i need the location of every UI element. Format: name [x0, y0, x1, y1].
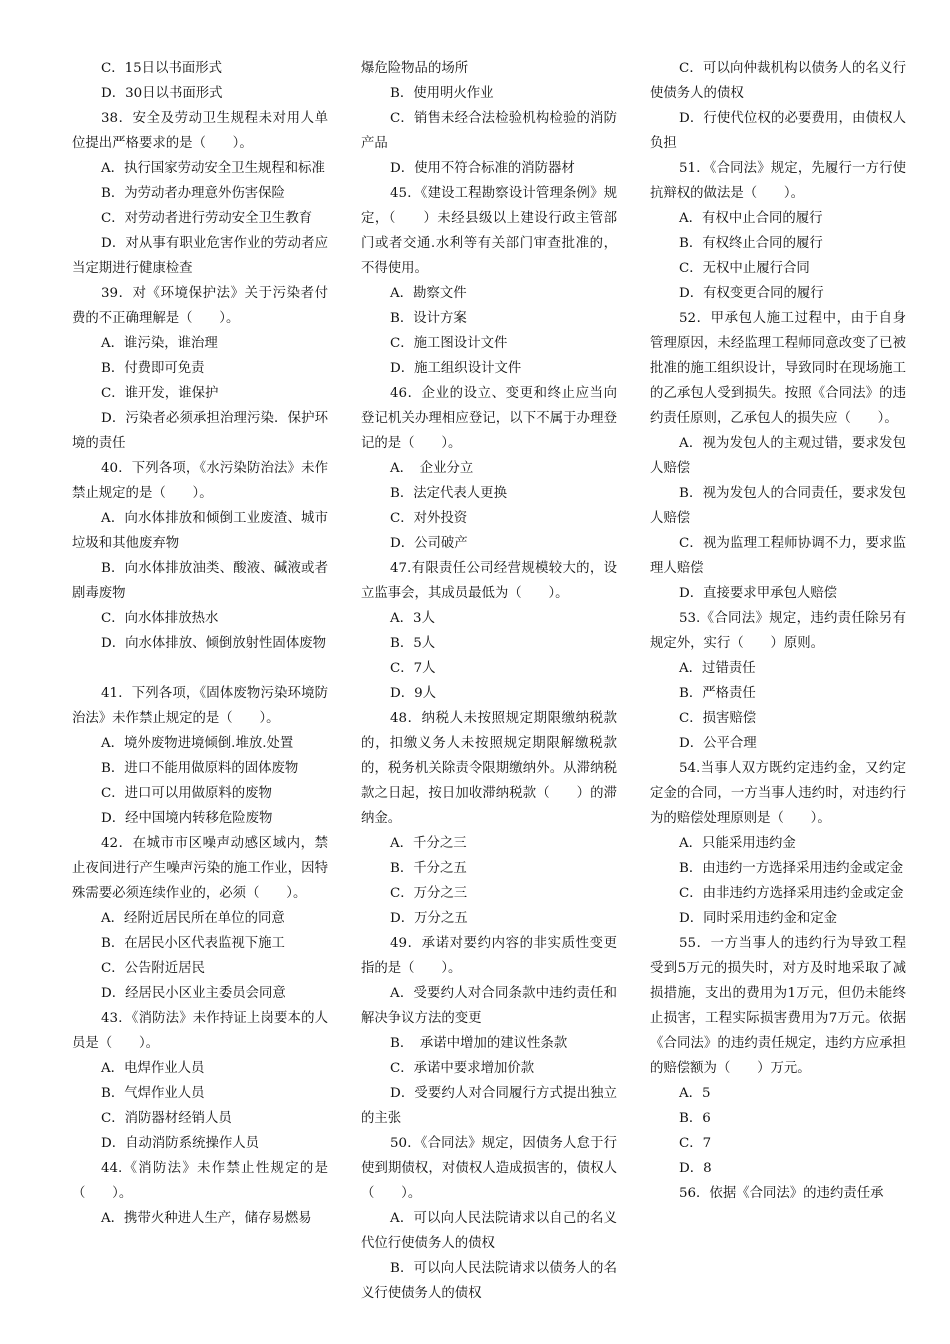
paragraph: 49．承诺对要约内容的非实质性变更指的是（ ）。 [361, 936, 617, 976]
paragraph: C．无权中止履行合同 [679, 261, 810, 276]
paragraph: A．有权中止合同的履行 [679, 211, 823, 226]
paragraph: 55．一方当事人的违约行为导致工程受到5万元的损失时，对方及时地采取了减损措施，支出的费用为1万元，但仍未能终止损害，工程实际损害费用为7万元。依据《合同法》的违约责任规定，违约方应承担的赔偿额为（ ）万元。 [650, 936, 906, 1076]
paragraph: 44.《消防法》未作禁止性规定的是（ ）。 [72, 1161, 328, 1201]
paragraph: C．可以向仲裁机构以债务人的名义行使债务人的债权 [650, 61, 906, 101]
paragraph: C．7 [679, 1136, 712, 1151]
paragraph: A．电焊作业人员 [101, 1061, 205, 1076]
paragraph: D．8 [679, 1161, 712, 1176]
paragraph: C．谁开发，谁保护 [101, 386, 219, 401]
paragraph: A．向水体排放和倾倒工业废渣、城市垃圾和其他废弃物 [72, 511, 328, 551]
paragraph: B．千分之五 [390, 861, 467, 876]
paragraph: 43．《消防法》未作持证上岗要本的人员是（ ）。 [72, 1011, 328, 1051]
paragraph: D．万分之五 [390, 911, 468, 926]
paragraph: B．5人 [390, 636, 436, 651]
paragraph: A． 企业分立 [390, 461, 474, 476]
paragraph: D．公平合理 [679, 736, 757, 751]
paragraph: C．消防器材经销人员 [101, 1111, 232, 1126]
paragraph: D．30日以书面形式 [101, 86, 223, 101]
paragraph: 48．纳税人未按照规定期限缴纳税款的，扣缴义务人未按照规定期限解缴税款的，税务机关除责令限期缴纳外。从滞纳税款之日起，按日加收滞纳税款（ ）的滞纳金。 [361, 711, 617, 826]
paragraph: A．谁污染，谁治理 [101, 336, 218, 351]
paragraph: B．法定代表人更换 [390, 486, 507, 501]
paragraph: B．视为发包人的合同责任，要求发包人赔偿 [650, 486, 906, 526]
paragraph: 40．下列各项，《水污染防治法》未作禁止规定的是（ ）。 [72, 461, 328, 501]
paragraph: 42．在城市市区噪声动感区域内，禁止夜间进行产生噪声污染的施工作业，因特殊需要必须连续作业的，必须（ ）。 [72, 836, 328, 901]
paragraph: C．7人 [390, 661, 436, 676]
paragraph: 38．安全及劳动卫生规程未对用人单位提出严格要求的是（ ）。 [72, 111, 328, 151]
paragraph: C．对外投资 [390, 511, 468, 526]
text-column-2 [361, 56, 617, 1306]
paragraph: B．6 [679, 1111, 711, 1126]
paragraph: 56．依据《合同法》的违约责任承 [679, 1186, 884, 1201]
blank-line [72, 656, 328, 681]
paragraph: D．公司破产 [390, 536, 468, 551]
paragraph: A．只能采用违约金 [679, 836, 796, 851]
paragraph: C．向水体排放热水 [101, 611, 219, 626]
paragraph: B．设计方案 [390, 311, 467, 326]
paragraph: C．损害赔偿 [679, 711, 757, 726]
paragraph: 41．下列各项，《固体废物污染环境防治法》未作禁止规定的是（ ）。 [72, 686, 328, 726]
paragraph: A．过错责任 [679, 661, 756, 676]
text-column-3 [650, 56, 906, 1206]
paragraph: D．经中国境内转移危险废物 [101, 811, 273, 826]
paragraph: D．同时采用违约金和定金 [679, 911, 838, 926]
paragraph: A．视为发包人的主观过错，要求发包人赔偿 [650, 436, 906, 476]
paragraph: B． 承诺中增加的建议性条款 [390, 1036, 568, 1051]
paragraph: C．视为监理工程师协调不力，要求监理人赔偿 [650, 536, 906, 576]
paragraph: A．勘察文件 [390, 286, 467, 301]
paragraph: D．对从事有职业危害作业的劳动者应当定期进行健康检查 [72, 236, 328, 276]
paragraph: 52．甲承包人施工过程中，由于自身管理原因，未经监理工程师同意改变了已被批准的施工组织设计，导致同时在现场施工的乙承包人受到损失。按照《合同法》的违约责任原则，乙承包人的损失应（ ）。 [650, 311, 906, 426]
paragraph: A．可以向人民法院请求以自己的名义代位行使债务人的债权 [361, 1211, 617, 1251]
paragraph: 爆危险物品的场所 [361, 61, 469, 76]
paragraph: 54.当事人双方既约定违约金，又约定定金的合同，一方当事人违约时，对违约行为的赔偿处理原则是（ ）。 [650, 761, 906, 826]
paragraph: C．承诺中要求增加价款 [390, 1061, 535, 1076]
paragraph: C．公告附近居民 [101, 961, 205, 976]
paragraph: D．施工组织设计文件 [390, 361, 522, 376]
paragraph: B．使用明火作业 [390, 86, 494, 101]
paragraph: D．9人 [390, 686, 437, 701]
paragraph: D．自动消防系统操作人员 [101, 1136, 260, 1151]
paragraph: 39．对《环境保护法》关于污染者付费的不正确理解是（ ）。 [72, 286, 328, 326]
paragraph: B．在居民小区代表监视下施工 [101, 936, 285, 951]
paragraph: 51．《合同法》规定，先履行一方行使抗辩权的做法是（ ）。 [650, 161, 906, 201]
paragraph: B．气焊作业人员 [101, 1086, 205, 1101]
paragraph: 46．企业的设立、变更和终止应当向登记机关办理相应登记，以下不属于办理登记的是（ ）。 [361, 386, 617, 451]
paragraph: C．进口可以用做原料的废物 [101, 786, 272, 801]
paragraph: B．为劳动者办理意外伤害保险 [101, 186, 285, 201]
paragraph: A．千分之三 [390, 836, 467, 851]
paragraph: C．15日以书面形式 [101, 61, 223, 76]
paragraph: 50．《合同法》规定，因债务人怠于行使到期债权，对债权人造成损害的，债权人（ ）。 [361, 1136, 617, 1201]
paragraph: 45．《建设工程勘察设计管理条例》规定，（ ）未经县级以上建设行政主管部门或者交通.水利等有关部门审查批准的，不得使用。 [361, 186, 617, 276]
paragraph: B．向水体排放油类、酸液、碱液或者剧毒废物 [72, 561, 328, 601]
paragraph: A．境外废物进境倾倒.堆放.处置 [101, 736, 294, 751]
paragraph: A．受要约人对合同条款中违约责任和解决争议方法的变更 [361, 986, 617, 1026]
paragraph: A．3人 [390, 611, 435, 626]
paragraph: B．付费即可免责 [101, 361, 205, 376]
paragraph: C．施工图设计文件 [390, 336, 508, 351]
paragraph: B．严格责任 [679, 686, 756, 701]
paragraph: A．携带火种进人生产，储存易燃易 [101, 1211, 312, 1226]
paragraph: D．使用不符合标准的消防器材 [390, 161, 575, 176]
paragraph: D．有权变更合同的履行 [679, 286, 824, 301]
paragraph: A．5 [679, 1086, 711, 1101]
paragraph: D．行使代位权的必要费用，由债权人负担 [650, 111, 906, 151]
paragraph: B．由违约一方选择采用违约金或定金 [679, 861, 904, 876]
paragraph: B．有权终止合同的履行 [679, 236, 823, 251]
paragraph: 47.有限责任公司经营规模较大的，设立监事会，其成员最低为（ ）。 [361, 561, 617, 601]
paragraph: D．污染者必须承担治理污染．保护环境的责任 [72, 411, 328, 451]
paragraph: C．销售未经合法检验机构检验的消防产品 [361, 111, 617, 151]
paragraph: B．可以向人民法院请求以债务人的名义行使债务人的债权 [361, 1261, 617, 1301]
paragraph: D．受要约人对合同履行方式提出独立的主张 [361, 1086, 617, 1126]
paragraph: D．经居民小区业主委员会同意 [101, 986, 286, 1001]
paragraph: A．经附近居民所在单位的同意 [101, 911, 285, 926]
paragraph: C．万分之三 [390, 886, 468, 901]
paragraph: 53.《合同法》规定，违约责任除另有规定外，实行（ ）原则。 [650, 611, 906, 651]
paragraph: D．向水体排放、倾倒放射性固体废物 [101, 636, 326, 651]
paragraph: B．进口不能用做原料的固体废物 [101, 761, 299, 776]
paragraph: D．直接要求甲承包人赔偿 [679, 586, 838, 601]
text-column-1 [72, 56, 328, 1231]
paragraph: A．执行国家劳动安全卫生规程和标准 [101, 161, 325, 176]
paragraph: C．由非违约方选择采用违约金或定金 [679, 886, 904, 901]
paragraph: C．对劳动者进行劳动安全卫生教育 [101, 211, 313, 226]
